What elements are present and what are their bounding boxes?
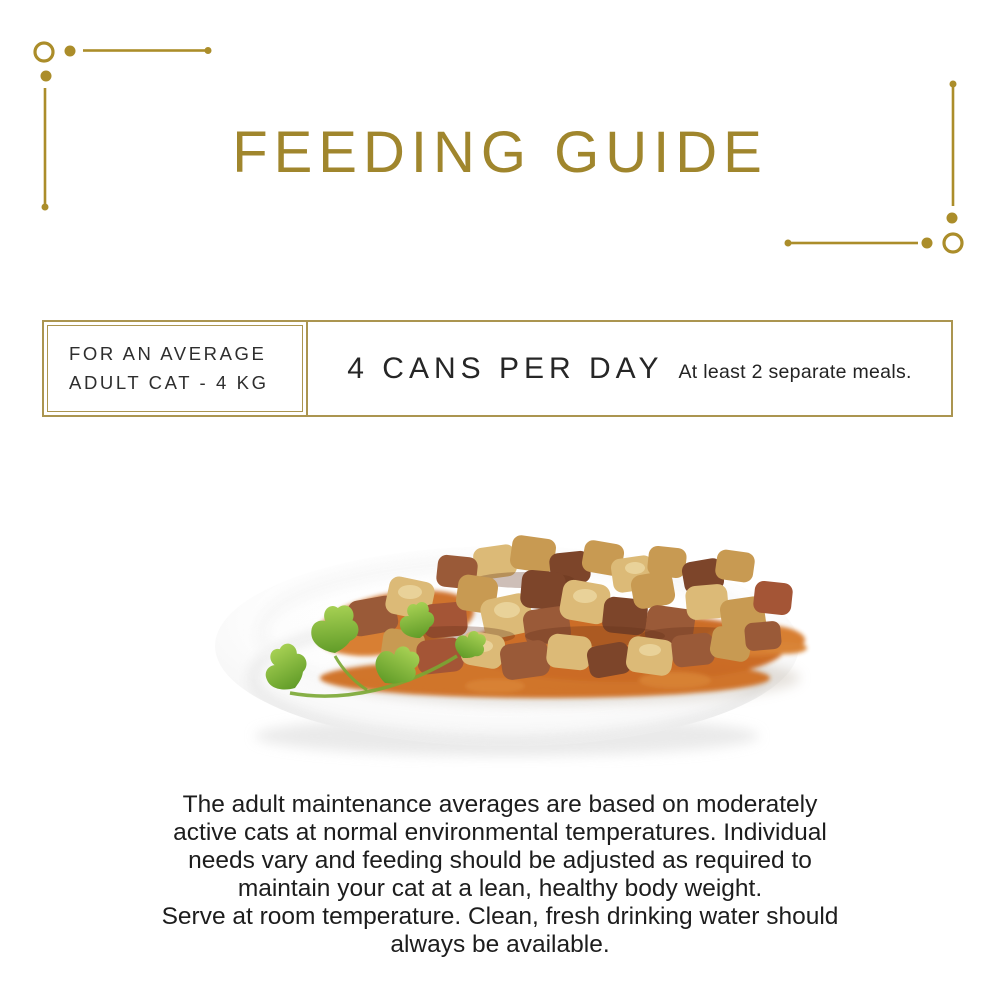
- dot-icon: [950, 81, 957, 88]
- dot-icon: [947, 213, 958, 224]
- dot-icon: [42, 204, 49, 211]
- dot-icon: [65, 46, 76, 57]
- ornament-horizontal-line: [790, 242, 918, 245]
- note-line: Serve at room temperature. Clean, fresh drinking water should: [161, 903, 839, 930]
- ration-note: At least 2 separate meals.: [678, 360, 912, 383]
- feeding-table: [42, 320, 953, 417]
- note-line: The adult maintenance averages are based on moderately: [182, 791, 818, 818]
- subject-line-1: FOR AN AVERAGE: [69, 342, 267, 364]
- dot-icon: [41, 71, 52, 82]
- dot-icon: [922, 238, 933, 249]
- ring-icon: [944, 234, 962, 252]
- ornament-horizontal-line: [83, 49, 206, 52]
- note-line: active cats at normal environmental temperatures. Individual: [173, 819, 827, 846]
- dot-icon: [205, 47, 212, 54]
- note-line: needs vary and feeding should be adjusted as required to: [188, 847, 812, 874]
- dot-icon: [785, 240, 792, 247]
- ring-icon: [35, 43, 53, 61]
- note-line: always be available.: [390, 931, 610, 958]
- feeding-notes: [0, 791, 1000, 959]
- subject-line-2: ADULT CAT - 4 KG: [69, 371, 269, 393]
- ration-amount: 4 CANS PER DAY: [347, 351, 664, 385]
- feeding-table-subject-cell: [47, 325, 303, 412]
- food-plate-image: [195, 528, 815, 768]
- note-line: maintain your cat at a lean, healthy body weight.: [237, 875, 763, 902]
- page-title: FEEDING GUIDE: [232, 120, 768, 185]
- feeding-table-ration-cell: [306, 322, 951, 415]
